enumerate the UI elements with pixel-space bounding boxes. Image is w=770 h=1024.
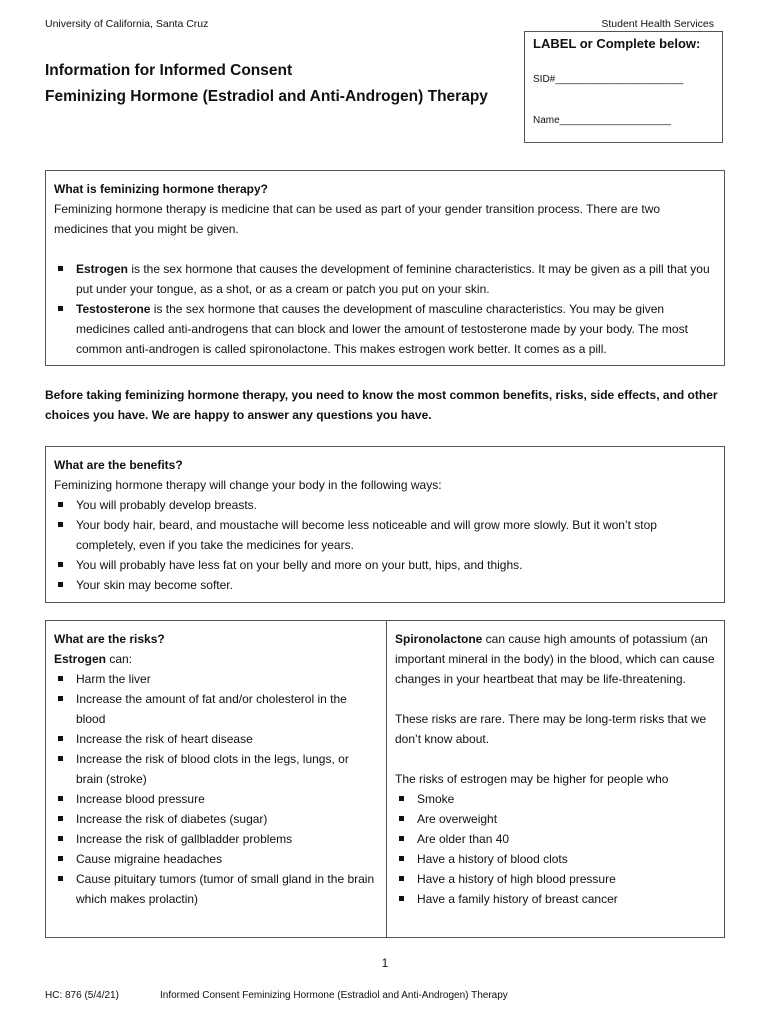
estrogen-label: Estrogen	[54, 652, 107, 666]
estrogen-suffix: can:	[106, 652, 133, 666]
list-item: You will probably have less fat on your belly and more on your butt, hips, and thighs.	[54, 555, 716, 575]
list-item: Have a history of blood clots	[395, 849, 716, 869]
benefits-body: Feminizing hormone therapy will change your body in the following ways:	[54, 478, 442, 492]
list-item: Harm the liver	[54, 669, 378, 689]
list-item: You will probably develop breasts.	[54, 495, 716, 515]
term-estrogen-text: is the sex hormone that causes the development of feminine characteristics. It may be given as a pill that you put under your tongue, as a shot, or as a cream or patch you put on your skin.	[76, 262, 710, 296]
list-item: Increase the risk of blood clots in the legs, lungs, or brain (stroke)	[54, 749, 378, 789]
section-what-is-heading: What is feminizing hormone therapy?	[54, 182, 269, 196]
list-item: Increase the risk of diabetes (sugar)	[54, 809, 378, 829]
list-item: Increase blood pressure	[54, 789, 378, 809]
term-testosterone-text: is the sex hormone that causes the development of masculine characteristics. You may be given medicines called anti-androgens that can block and lower the amount of testosterone made by your body. The most common anti-androgen is called spironolactone. This makes estrogen work better. It comes as a pill.	[76, 302, 688, 356]
footer-form-code: HC: 876 (5/4/21)	[45, 990, 119, 1001]
term-testosterone: Testosterone	[76, 302, 151, 316]
page-subtitle: Feminizing Hormone (Estradiol and Anti-Androgen) Therapy	[45, 88, 488, 105]
section-risks	[45, 620, 725, 938]
list-item: Have a history of high blood pressure	[395, 869, 716, 889]
list-item: Are overweight	[395, 809, 716, 829]
section-benefits	[45, 446, 725, 603]
list-item: Cause pituitary tumors (tumor of small gland in the brain which makes prolactin)	[54, 869, 378, 909]
header-institution: University of California, Santa Cruz	[45, 18, 209, 30]
benefits-list	[54, 495, 716, 595]
list-item: Increase the risk of gallbladder problems	[54, 829, 378, 849]
patient-label-box	[524, 31, 723, 143]
risks-left-column	[46, 621, 387, 937]
section-what-is-body: Feminizing hormone therapy is medicine that can be used as part of your gender transition process. There are two medicines that you might be given.	[54, 202, 661, 236]
benefits-heading: What are the benefits?	[54, 458, 183, 472]
list-item	[54, 299, 716, 359]
list-item: Smoke	[395, 789, 716, 809]
name-field: Name____________________	[533, 115, 671, 126]
spironolactone-text: can cause high amounts of potassium (an important mineral in the body) in the blood, which can cause changes in your heartbeat that may be life-threatening.	[395, 632, 715, 686]
risks-heading: What are the risks?	[54, 632, 165, 646]
estrogen-risks-list	[54, 669, 378, 909]
medicine-list	[54, 259, 716, 359]
list-item	[54, 259, 716, 299]
rare-risks-text: These risks are rare. There may be long-term risks that we don’t know about.	[395, 712, 707, 746]
header-department: Student Health Services	[601, 18, 714, 30]
higher-risk-intro: The risks of estrogen may be higher for people who	[395, 772, 669, 786]
list-item: Increase the amount of fat and/or cholesterol in the blood	[54, 689, 378, 729]
estrogen-can-line	[54, 649, 378, 669]
term-estrogen: Estrogen	[76, 262, 129, 276]
label-box-title: LABEL or Complete below:	[533, 36, 701, 51]
footer-document-title: Informed Consent Feminizing Hormone (Estradiol and Anti-Androgen) Therapy	[160, 990, 508, 1001]
sid-field: SID#_______________________	[533, 74, 684, 85]
list-item: Your skin may become softer.	[54, 575, 716, 595]
list-item: Are older than 40	[395, 829, 716, 849]
higher-risk-list	[395, 789, 716, 909]
list-item: Your body hair, beard, and moustache will become less noticeable and will grow more slowly. But it won’t stop completely, even if you take the medicines for years.	[54, 515, 716, 555]
section-what-is	[45, 170, 725, 366]
spironolactone-paragraph	[395, 629, 716, 689]
intro-paragraph: Before taking feminizing hormone therapy, you need to know the most common benefits, risks, side effects, and other choices you have. We are happy to answer any questions you have.	[45, 388, 718, 422]
page-title: Information for Informed Consent	[45, 62, 293, 79]
list-item: Increase the risk of heart disease	[54, 729, 378, 749]
page-number: 1	[381, 956, 389, 970]
list-item: Cause migraine headaches	[54, 849, 378, 869]
spironolactone-label: Spironolactone	[395, 632, 483, 646]
list-item: Have a family history of breast cancer	[395, 889, 716, 909]
risks-right-column	[387, 621, 724, 937]
